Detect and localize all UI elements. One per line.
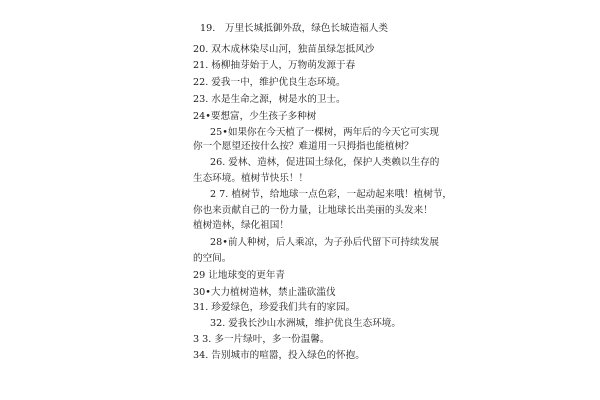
slogan-line-27-a: 2 7. 植树节，给地球一点色彩，一起动起来哦！植树节， bbox=[210, 189, 453, 200]
slogan-line-23: 23. 水是生命之源，树是水的卫士。 bbox=[193, 94, 346, 105]
slogan-line-22: 22. 爱我一中，维护优良生态环境。 bbox=[193, 77, 346, 88]
slogan-line-28-b: 的空间。 bbox=[193, 253, 232, 264]
slogan-line-32: 32. 爱我长沙山水洲城，维护优良生态环境。 bbox=[210, 318, 401, 329]
slogan-line-26-b: 生态环境。植树节快乐！！ bbox=[193, 173, 309, 184]
slogan-line-24: 24•要想富，少生孩子多种树 bbox=[193, 111, 317, 122]
slogan-line-31: 31. 珍爱绿色，珍爱我们共有的家园。 bbox=[193, 302, 356, 313]
slogan-line-29: 29 让地球变的更年青 bbox=[193, 270, 286, 281]
slogan-line-28-a: 28•前人种树，后人乘凉，为子孙后代留下可持续发展 bbox=[210, 237, 439, 248]
slogan-line-34: 34. 告别城市的喧嚣，投入绿色的怀抱。 bbox=[193, 350, 365, 361]
slogan-line-30: 30•大力植树造林，禁止滥砍滥伐 bbox=[193, 287, 336, 298]
slogan-line-25-b: 你一个愿望还按什么按？难道用一只拇指也能植树？ bbox=[193, 141, 414, 152]
slogan-line-27-b: 你也来贡献自己的一份力量，让地球长出美丽的头发来！ bbox=[193, 205, 433, 216]
slogan-line-33: 3 3. 多一片绿叶，多一份温馨。 bbox=[193, 334, 330, 345]
slogan-line-20: 20. 双木成林染尽山河，独苗虽绿怎抵风沙 bbox=[193, 44, 375, 55]
slogan-line-27-c: 植树造林，绿化祖国！ bbox=[193, 220, 289, 231]
slogan-line-25-a: 25•如果你在今天植了一棵树，两年后的今天它可实现 bbox=[210, 127, 439, 138]
slogan-line-21: 21. 杨柳抽芽始于人，万物萌发源于春 bbox=[193, 60, 356, 71]
slogan-line-19: 19. 万里长城抵御外敌，绿色长城造福人类 bbox=[200, 23, 388, 34]
slogan-line-26-a: 26. 爱林、造林，促进国土绿化，保护人类赖以生存的 bbox=[210, 157, 440, 168]
